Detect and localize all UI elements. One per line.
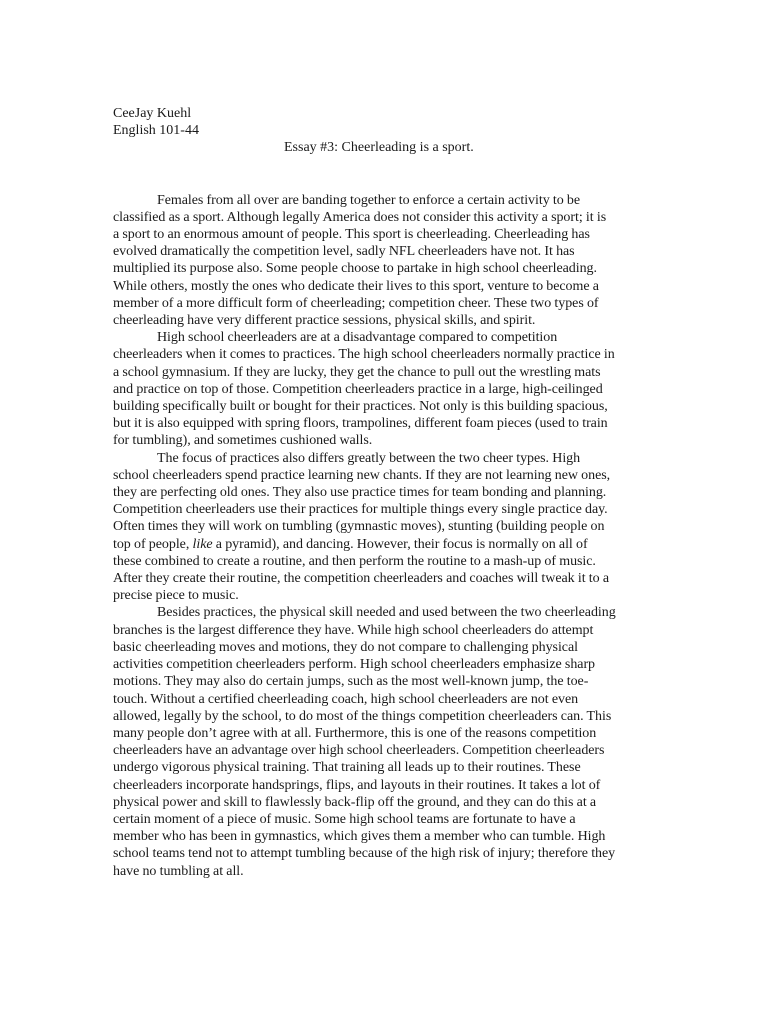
text-segment: a pyramid), and dancing. However, their focus is normally on all of [212,536,588,552]
text-line: building specifically built or bought for their practices. Not only is this building spacious, [113,399,608,415]
text-line: Often times they will work on tumbling (gymnastic moves), stunting (building people on [113,519,605,535]
text-line [113,192,658,209]
text-line: precise piece to music. [113,588,239,604]
text-line: motions. They may also do certain jumps, such as the most well-known jump, the toe- [113,674,589,690]
text-line: school teams tend not to attempt tumbling because of the high risk of injury; therefore they [113,846,616,862]
paragraph-3 [113,450,658,605]
essay-title: Essay #3: Cheerleading is a sport. [284,140,474,156]
text-line: branches is the largest difference they have. While high school cheerleaders do attempt [113,622,594,638]
text-line [113,536,658,553]
text-line: cheerleaders when it comes to practices. The high school cheerleaders normally practice in [113,347,615,363]
text-line: basic cheerleading moves and motions, they do not compare to challenging physical [113,639,578,655]
text-line: and practice on top of those. Competition cheerleaders practice in a large, high-ceilinged [113,381,603,397]
text-line: member who has been in gymnastics, which gives them a member who can tumble. High [113,829,606,845]
text-line: school cheerleaders spend practice learning new chants. If they are not learning new ones, [113,467,611,483]
text-line: touch. Without a certified cheerleading coach, high school cheerleaders are not even [113,691,579,707]
text-line [113,329,658,346]
text-line [113,450,658,467]
text-line: many people don’t agree with at all. Furthermore, this is one of the reasons competition [113,725,597,741]
paragraph-1 [113,192,658,330]
text-line: undergo vigorous physical training. That training all leads up to their routines. These [113,760,581,776]
text-line: cheerleaders have an advantage over high school cheerleaders. Competition cheerleaders [113,743,605,759]
course-name: English 101-44 [113,123,199,139]
text-line: a school gymnasium. If they are lucky, they get the chance to pull out the wrestling mats [113,364,601,380]
text-line: evolved dramatically the competition level, sadly NFL cheerleaders have not. It has [113,244,575,260]
text-line: cheerleaders incorporate handsprings, flips, and layouts in their routines. It takes a lot of [113,777,601,793]
text-line-content: Besides practices, the physical skill needed and used between the two cheerleading [157,605,616,621]
text-line: Competition cheerleaders use their practices for multiple things every single practice day. [113,502,608,518]
text-line: member of a more difficult form of cheerleading; competition cheer. These two types of [113,295,599,311]
author-name: CeeJay Kuehl [113,106,192,121]
text-line-content: The focus of practices also differs greatly between the two cheer types. High [157,450,581,466]
text-line-content: Females from all over are banding together to enforce a certain activity to be [157,192,581,208]
text-line: they are perfecting old ones. They also use practice times for team bonding and planning. [113,485,607,501]
text-line: activities competition cheerleaders perform. High school cheerleaders emphasize sharp [113,657,596,673]
text-line: physical power and skill to flawlessly back-flip off the ground, and they can do this at a [113,794,597,810]
text-line-content: High school cheerleaders are at a disadvantage compared to competition [157,330,558,346]
italic-word: like [192,536,213,552]
text-line: but it is also equipped with spring floors, trampolines, different foam pieces (used to train [113,416,608,432]
text-line: While others, mostly the ones who dedicate their lives to this sport, venture to become a [113,278,599,294]
text-segment: top of people, [113,536,193,552]
text-line: multiplied its purpose also. Some people choose to partake in high school cheerleading. [113,261,597,277]
text-line: have no tumbling at all. [113,863,244,879]
text-line: for tumbling), and sometimes cushioned walls. [113,433,373,449]
text-line: these combined to create a routine, and then perform the routine to a mash-up of music. [113,553,596,569]
essay-body [113,192,658,880]
text-line: allowed, legally by the school, to do most of the things competition cheerleaders can. This [113,708,612,724]
text-line: cheerleading have very different practice sessions, physical skills, and spirit. [113,313,536,329]
text-line: a sport to an enormous amount of people. This sport is cheerleading. Cheerleading has [113,227,590,243]
text-line: After they create their routine, the competition cheerleaders and coaches will tweak it to a [113,571,609,587]
text-line [113,604,658,621]
text-line: classified as a sport. Although legally America does not consider this activity a sport; it is [113,209,607,225]
paragraph-2 [113,329,658,449]
text-line: certain moment of a piece of music. Some high school teams are fortunate to have a [113,811,576,827]
paragraph-4 [113,604,658,879]
